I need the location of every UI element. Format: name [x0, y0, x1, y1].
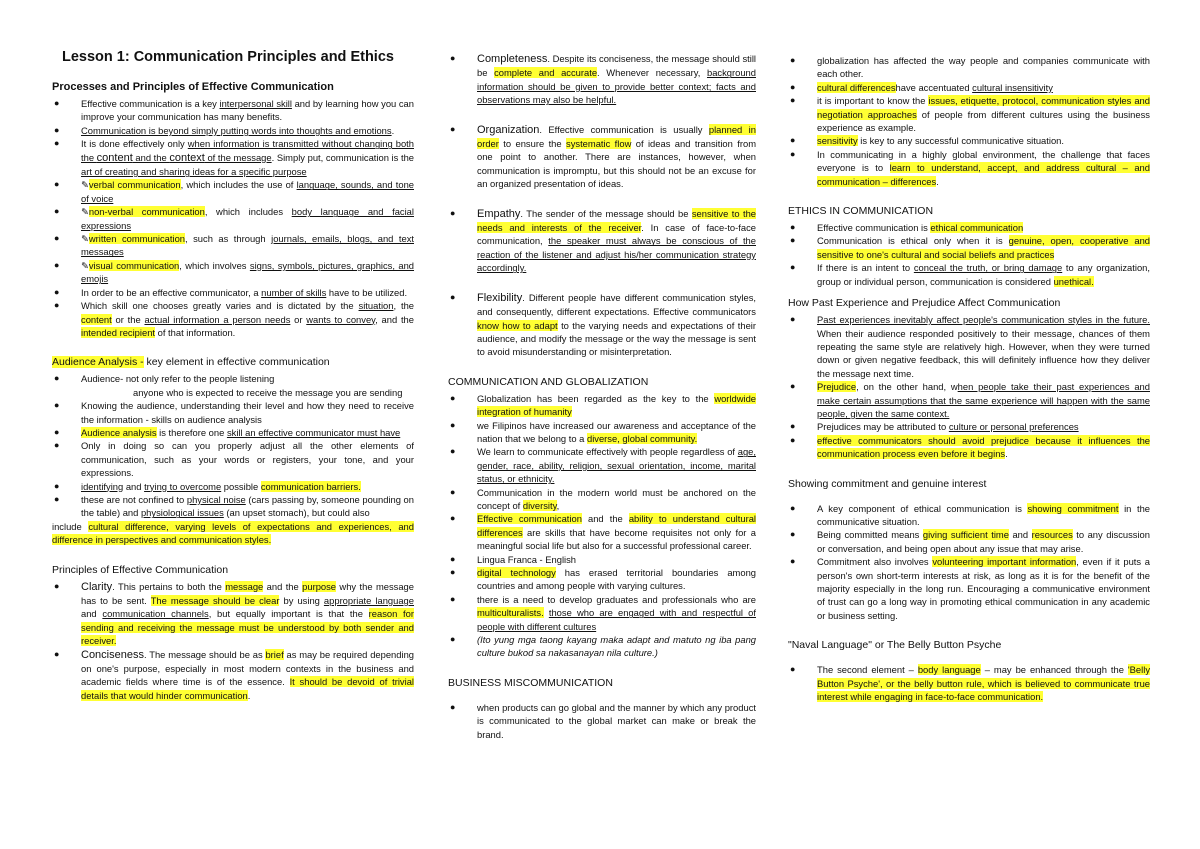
page-title: Lesson 1: Communication Principles and Ethics: [62, 49, 394, 65]
list-item: ● ✎visual communication, which involves signs, symbols, pictures, graphics, and emojis: [52, 259, 414, 286]
list-item: ● sensitivity is key to any successful communicative situation.: [788, 134, 1150, 147]
list-item: ● ✎non-verbal communication, which includes body language and facial expressions: [52, 205, 414, 232]
list-item: ● Which skill one chooses greatly varies and is dictated by the situation, the content or the actual information a person needs or wants to convey, and the intended recipient of that information.: [52, 299, 414, 339]
list-item: ● Lingua Franca - English: [448, 553, 756, 566]
list-item: ● Completeness. Despite its conciseness, the message should still be complete and accurate. Whenever necessary, background information should be given to provide better context; facts and observations may also be helpful.: [448, 52, 756, 107]
list-item: ● Globalization has been regarded as the key to the worldwide integration of humanity: [448, 392, 756, 419]
list-item: ● when products can go global and the manner by which any product is communicated to the global market can make or break the brand.: [448, 701, 756, 741]
list-item: ● The second element – body language – may be enhanced through the 'Belly Button Psyche', or the belly button rule, which is believed to communicate true interest while engaging in face-to-face communication.: [788, 663, 1150, 703]
column-3: [788, 54, 1150, 703]
list-item: ● In order to be an effective communicator, a number of skills have to be utilized.: [52, 286, 414, 299]
list-item: ● Communication in the modern world must be anchored on the concept of diversity,: [448, 486, 756, 513]
list-item: ● Effective communication is a key interpersonal skill and by learning how you can improve your communication has many benefits.: [52, 97, 414, 124]
list-item: ● Audience analysis is therefore one skill an effective communicator must have: [52, 426, 414, 439]
list-item: ● Effective communication is ethical communication: [788, 221, 1150, 234]
list-item: ● Prejudices may be attributed to culture or personal preferences: [788, 420, 1150, 433]
pencil-icon: ✎: [81, 233, 89, 245]
list-item: ● It is done effectively only when information is transmitted without changing both the content and the context of the message. Simply put, communication is the art of creating and sharing ideas for a specific purpose: [52, 137, 414, 178]
list-item: ● Effective communication and the ability to understand cultural differences are skills that have become requisites not only for a meaningful social life but also for a successful professional career.: [448, 512, 756, 552]
business-heading: BUSINESS MISCOMMUNICATION: [448, 676, 613, 689]
column-2: [448, 52, 756, 741]
list-item: ● it is important to know the issues, etiquette, protocol, communication styles and negotiation approaches of people from different cultures using the business experience as example.: [788, 94, 1150, 134]
commitment-heading: Showing commitment and genuine interest: [788, 477, 987, 490]
list-item: ● Flexibility. Different people have different communication styles, and consequently, different expectations. Effective communicators know how to adapt to the varying needs and expectations of their audience, and modify the message or the way the message is sent to avoid misunderstanding or misinterpretation.: [448, 291, 756, 359]
column-1: [52, 48, 414, 702]
list-item: ● Prejudice, on the other hand, when people take their past experiences and make certain assumptions that the same experience will happen with the same people, given the same context.: [788, 380, 1150, 420]
list-item: ● globalization has affected the way people and companies communicate with each other.: [788, 54, 1150, 81]
list-item: ● Being committed means giving sufficient time and resources to any discussion or conversation, and being open about any issue that may arise.: [788, 528, 1150, 555]
list-item: ● Audience- not only refer to the people listening: [52, 372, 414, 385]
list-item: ● there is a need to develop graduates and professionals who are multiculturalists. those who are engaged with and respectful of people with different cultures: [448, 593, 756, 633]
list-item: ● Only in doing so can you properly adjust all the other elements of communication, such as your words or registers, your tone, and your expressions.: [52, 439, 414, 479]
list-item: ● identifying and trying to overcome possible communication barriers.: [52, 480, 414, 493]
processes-heading: Processes and Principles of Effective Communication: [52, 81, 334, 93]
list-item: ● We learn to communicate effectively with people regardless of age, gender, race, ability, religion, sexual orientation, income, marital status, or ethnicity.: [448, 445, 756, 485]
principles-heading: Principles of Effective Communication: [52, 563, 229, 576]
list-item: ● cultural differenceshave accentuated cultural insensitivity: [788, 81, 1150, 94]
list-item: ● Communication is beyond simply putting words into thoughts and emotions.: [52, 124, 414, 137]
past-experience-heading: How Past Experience and Prejudice Affect Communication: [788, 297, 1061, 310]
list-item: ● A key component of ethical communication is showing commitment in the communicative situation.: [788, 502, 1150, 529]
list-item: ● we Filipinos have increased our awareness and acceptance of the nation that we belong to a diverse, global community.: [448, 419, 756, 446]
audience-heading: Audience Analysis - key element in effective communication: [52, 356, 330, 369]
list-item: ● (Ito yung mga taong kayang maka adapt and matuto ng iba pang culture bukod sa nakasanayan nila culture.): [448, 633, 756, 660]
pencil-icon: ✎: [81, 259, 89, 271]
list-item: ● these are not confined to physical noise (cars passing by, someone pounding on the table) and physiological issues (an upset stomach), but could also: [52, 493, 414, 520]
list-item: ● Commitment also involves volunteering important information, even if it puts a person's own short-term interests at risk, as long as it is for the benefit of the majority especially in the long run. Encouraging a communicative environment of trust can go a long way in promoting ethical communication in any academic or business setting.: [788, 555, 1150, 622]
list-item: ● effective communicators should avoid prejudice because it influences the communication process even before it begins.: [788, 434, 1150, 461]
pencil-icon: ✎: [81, 206, 89, 218]
ethics-heading: ETHICS IN COMMUNICATION: [788, 205, 934, 218]
list-item: ● Past experiences inevitably affect people's communication styles in the future. When their audience responded positively to their message, chances of them repeating the same style are relatively high. However, when they were turned down or given negative feedback, this will definitely influence how they deliver the message next time.: [788, 313, 1150, 380]
paragraph: anyone who is expected to receive the message you are sending: [133, 386, 403, 398]
pencil-icon: ✎: [81, 179, 89, 191]
list-item: ● ✎verbal communication, which includes the use of language, sounds, and tone of voice: [52, 178, 414, 205]
naval-language-heading: "Naval Language" or The Belly Button Psyche: [788, 639, 1002, 652]
list-item: ● Conciseness. The message should be as brief as may be required depending on one's purpose, especially in most modern contexts in the business and academic fields where time is of the essence. It should be devoid of trivial details that would hinder communication.: [52, 648, 414, 703]
list-item: ● ✎written communication, such as through journals, emails, blogs, and text messages: [52, 232, 414, 259]
list-item: ● Empathy. The sender of the message should be sensitive to the needs and interests of the receiver. In case of face-to-face communication, the speaker must always be conscious of the reaction of the listener and adjust his/her communication strategy accordingly.: [448, 207, 756, 275]
list-item: ● In communicating in a highly global environment, the challenge that faces everyone is to learn to understand, accept, and address cultural – and communication – differences.: [788, 148, 1150, 188]
list-item: ● Communication is ethical only when it is genuine, open, cooperative and sensitive to one's cultural and social beliefs and practices: [788, 234, 1150, 261]
list-item: ● Clarity. This pertains to both the message and the purpose why the message has to be sent. The message should be clear by using appropriate language and communication channels, but equally important is that the reason for sending and receiving the message must be understood by both sender and receiver.: [52, 580, 414, 648]
paragraph: include cultural difference, varying levels of expectations and experiences, and difference in perspectives and communication styles.: [52, 520, 414, 546]
list-item: ● Organization. Effective communication is usually planned in order to ensure the systematic flow of ideas and transition from one point to another. There are instances, however, when communication is impromptu, but this should not be an excuse for an organized presentation of ideas.: [448, 123, 756, 191]
list-item: ● If there is an intent to conceal the truth, or bring damage to any organization, group or individual person, communication is considered unethical.: [788, 261, 1150, 288]
list-item: ● digital technology has erased territorial boundaries among countries and among people with varying cultures.: [448, 566, 756, 593]
globalization-heading: COMMUNICATION AND GLOBALIZATION: [448, 375, 649, 388]
list-item: ● Knowing the audience, understanding their level and how they need to receive the information - skills on audience analysis: [52, 399, 414, 426]
